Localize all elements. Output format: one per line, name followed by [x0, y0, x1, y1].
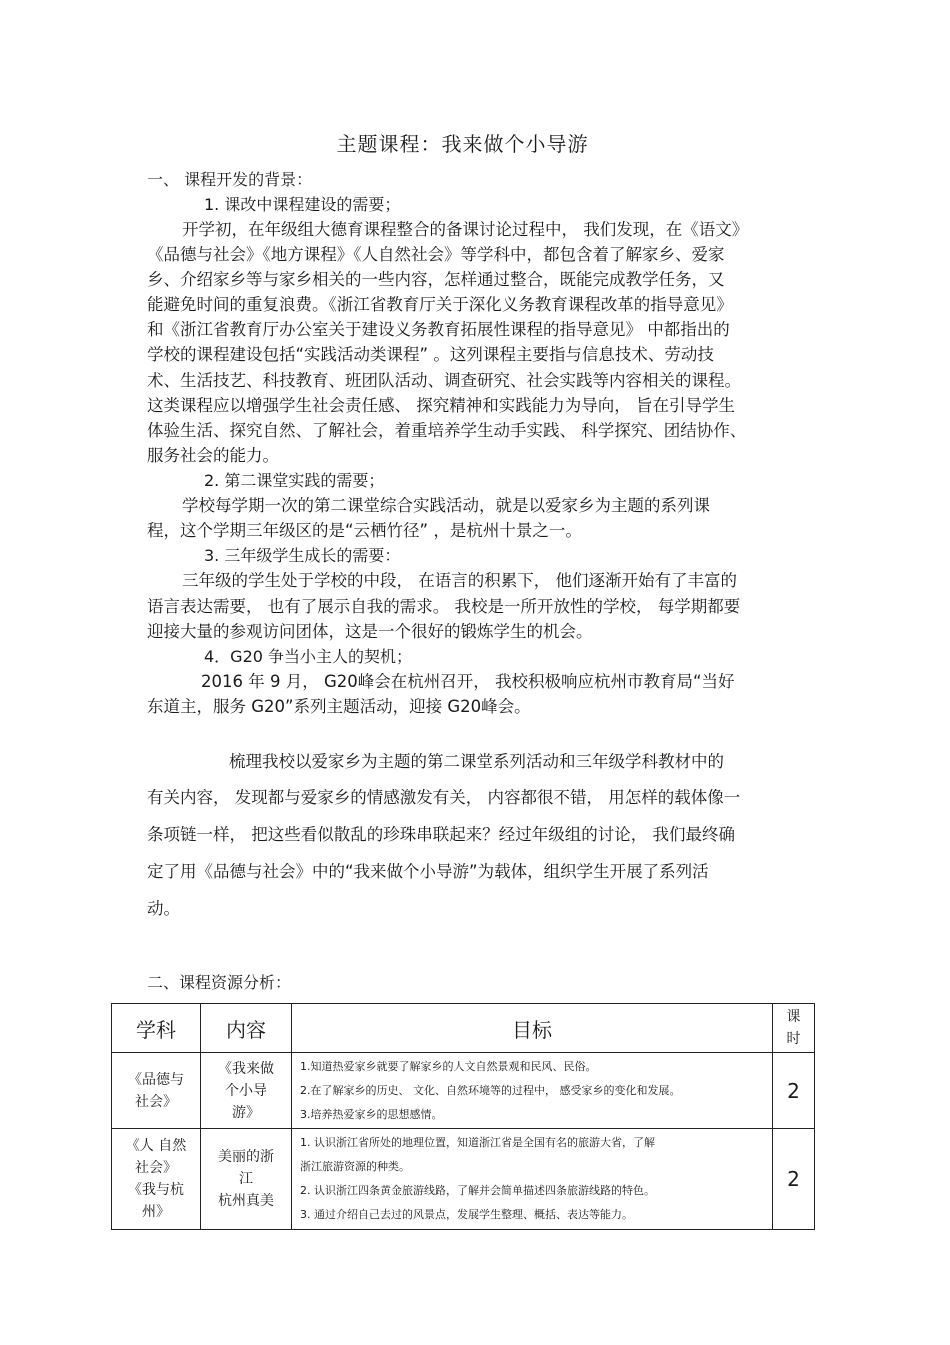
summary-line: 有关内容， 发现都与爱家乡的情感激发有关， 内容都很不错， 用怎样的载体像一: [147, 788, 741, 807]
paragraph-line: 迎接大量的参观访问团体，这是一个很好的锻炼学生的机会。: [147, 622, 593, 641]
content-cell: 美丽的浙 江 杭州真美: [201, 1129, 292, 1230]
subheading-2: 2. 第二课堂实践的需要；: [204, 471, 385, 490]
subheading-3: 3. 三年级学生成长的需要：: [204, 546, 401, 565]
paragraph-line: 乡、介绍家乡等与家乡相关的一些内容，怎样通过整合，既能完成教学任务，又: [147, 270, 725, 289]
hours-cell: 2: [773, 1129, 815, 1230]
subheading-4: 4．G20 争当小主人的契机；: [204, 647, 413, 666]
paragraph-line: 学校每学期一次的第二课堂综合实践活动，就是以爱家乡为主题的系列课: [182, 496, 710, 515]
paragraph-line: 2016 年 9 月， G20峰会在杭州召开， 我校积极响应杭州市教育局“当好: [201, 672, 735, 691]
paragraph-line: 术、生活技艺、科技教育、班团队活动、调查研究、社会实践等内容相关的课程。: [147, 371, 741, 390]
summary-line: 动。: [147, 899, 180, 918]
paragraph-line: 程，这个学期三年级区的是“云栖竹径” ，是杭州十景之一。: [147, 521, 582, 540]
paragraph-line: 东道主，服务 G20”系列主题活动，迎接 G20峰会。: [147, 697, 531, 716]
goal-cell: 1. 认识浙江省所处的地理位置，知道浙江省是全国有名的旅游大省，了解 浙江旅游资源的种类。 2. 认识浙江四条黄金旅游线路，了解并会简单描述四条旅游线路的特色。 3. 通过介绍自己去过的风景点，发展学生整理、概括、表达等能力。: [292, 1129, 773, 1230]
resource-table: [111, 1003, 815, 1230]
header-subject: 学科: [112, 1004, 201, 1053]
header-goal: 目标: [292, 1004, 773, 1053]
subject-cell: 《人 自然 社会》 《我与杭 州》: [112, 1129, 201, 1230]
paragraph-line: 这类课程应以增强学生社会责任感、 探究精神和实践能力为导向， 旨在引导学生: [147, 396, 735, 415]
section-heading-resources: 二、课程资源分析：: [147, 973, 292, 992]
summary-line: 定了用《品德与社会》中的“我来做个小导游”为载体，组织学生开展了系列活: [147, 862, 709, 881]
paragraph-line: 体验生活、探究自然、了解社会，着重培养学生动手实践、 科学探究、团结协作、: [147, 421, 747, 440]
hours-cell: 2: [773, 1053, 815, 1129]
content-cell: 《我来做 个小导 游》: [201, 1053, 292, 1129]
section-heading-background: 一、 课程开发的背景：: [147, 170, 313, 189]
paragraph-line: 三年级的学生处于学校的中段， 在语言的积累下， 他们逐渐开始有了丰富的: [182, 571, 737, 590]
table-row: [112, 1129, 815, 1230]
paragraph-line: 《品德与社会》《地方课程》《人自然社会》等学科中，都包含着了解家乡、爱家: [147, 245, 725, 264]
paragraph-line: 学校的课程建设包括“实践活动类课程” 。这列课程主要指与信息技术、劳动技: [147, 345, 714, 364]
subheading-1: 1. 课改中课程建设的需要；: [204, 195, 401, 214]
header-hours: 课 时: [773, 1004, 815, 1053]
paragraph-line: 和《浙江省教育厅办公室关于建设义务教育拓展性课程的指导意见》 中都指出的: [147, 320, 730, 339]
paragraph-line: 服务社会的能力。: [147, 446, 279, 465]
goal-cell: 1.知道热爱家乡就要了解家乡的人文自然景观和民风、民俗。 2.在了解家乡的历史、 文化、自然环境等的过程中， 感受家乡的变化和发展。 3.培养热爱家乡的思想感情。: [292, 1053, 773, 1129]
page-title: 主题课程：我来做个小导游: [336, 132, 589, 156]
paragraph-line: 语言表达需要， 也有了展示自我的需求。 我校是一所开放性的学校， 每学期都要: [147, 597, 741, 616]
summary-line: 条项链一样， 把这些看似散乱的珍珠串联起来？经过年级组的讨论， 我们最终确: [147, 825, 735, 844]
subject-cell: 《品德与 社会》: [112, 1053, 201, 1129]
paragraph-line: 开学初，在年级组大德育课程整合的备课讨论过程中， 我们发现，在《语文》: [182, 220, 749, 239]
table-row: [112, 1053, 815, 1129]
header-content: 内容: [201, 1004, 292, 1053]
paragraph-line: 能避免时间的重复浪费。《浙江省教育厅关于深化义务教育课程改革的指导意见》: [147, 295, 733, 314]
table-header-row: [112, 1004, 815, 1053]
summary-line: 梳理我校以爱家乡为主题的第二课堂系列活动和三年级学科教材中的: [229, 752, 724, 771]
